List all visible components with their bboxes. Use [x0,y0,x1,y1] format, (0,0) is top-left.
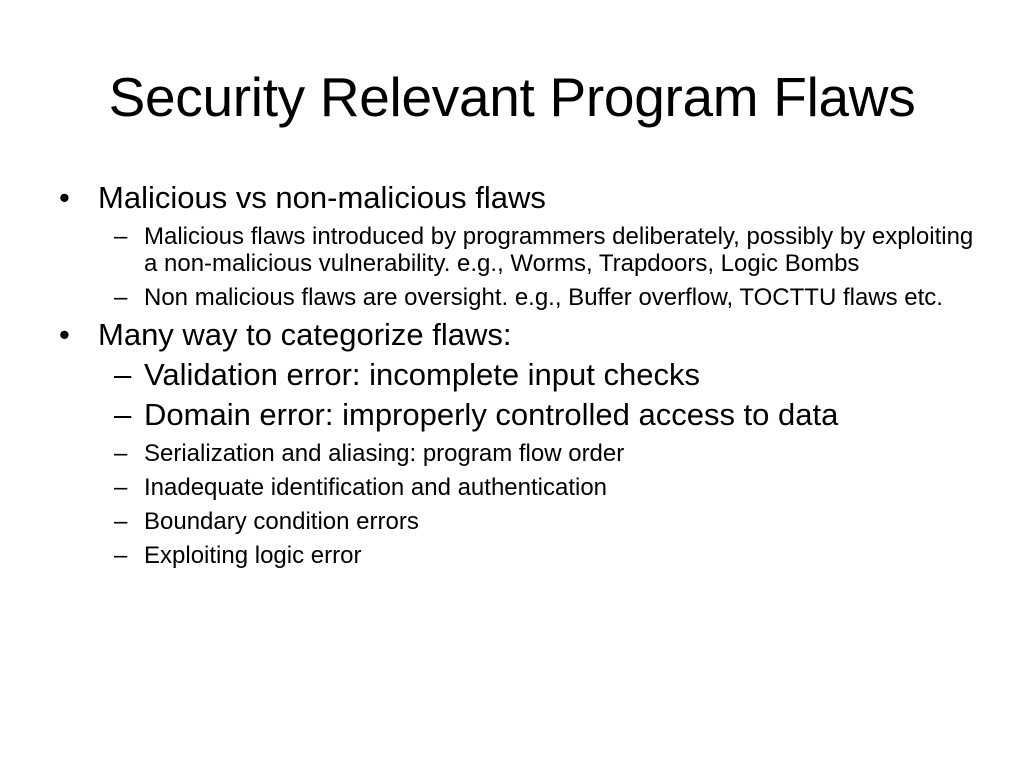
sub-bullet-item [98,284,976,311]
sub-bullet-item [98,357,976,393]
bullet-icon: • [59,317,70,352]
sub-bullet-item [98,508,976,535]
sub-bullet-item [98,474,976,501]
slide-title: Security Relevant Program Flaws [108,66,916,128]
bullet-text: Many way to categorize flaws: [98,317,512,352]
bullet-icon: • [59,180,70,215]
dash-icon: – [114,508,128,535]
dash-icon: – [114,474,128,501]
dash-icon: – [114,223,128,250]
sub-bullet-item [98,440,976,467]
sub-bullet-item [98,223,976,277]
sub-bullet-text: Domain error: improperly controlled access to data [144,397,839,432]
dash-icon: – [114,440,128,467]
sub-bullet-item [98,397,976,433]
dash-icon: – [114,542,128,569]
bullet-list [56,180,976,569]
dash-icon: – [114,397,132,432]
dash-icon: – [114,284,128,311]
sub-bullet-text: Exploiting logic error [144,542,362,569]
sub-bullet-list [98,223,976,311]
sub-bullet-text: Serialization and aliasing: program flow order [144,440,625,467]
bullet-text: Malicious vs non-malicious flaws [98,180,546,215]
sub-bullet-text: Non malicious flaws are oversight. e.g., Buffer overflow, TOCTTU flaws etc. [144,284,943,311]
bullet-item [56,180,976,311]
dash-icon: – [114,357,132,392]
sub-bullet-item [98,542,976,569]
sub-bullet-text: Boundary condition errors [144,508,419,535]
sub-bullet-text: Malicious flaws introduced by programmers deliberately, possibly by exploiting a non-malicious vulnerability. e.g., Worms, Trapdoors, Logic Bombs [144,223,974,277]
sub-bullet-list [98,357,976,569]
sub-bullet-text: Inadequate identification and authentication [144,474,608,501]
bullet-item [56,317,976,569]
sub-bullet-text: Validation error: incomplete input checks [144,357,700,392]
